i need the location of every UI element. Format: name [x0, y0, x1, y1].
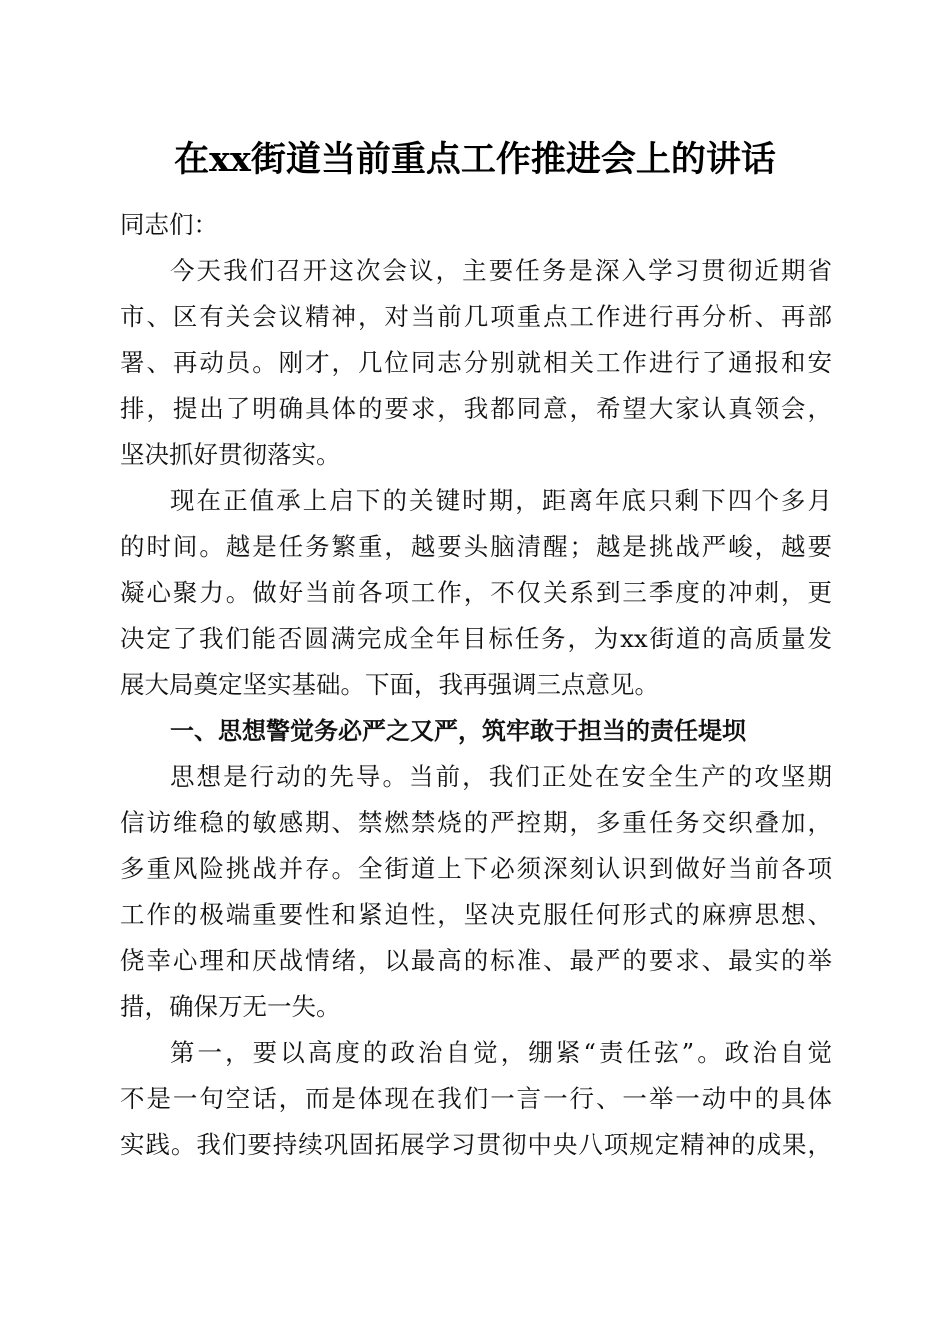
paragraph-2-line-3: 凝心聚力。做好当前各项工作，不仅关系到三季度的冲刺，更 [120, 578, 832, 607]
paragraph-3-line-1: 思想是行动的先导。当前，我们正处在安全生产的攻坚期 [170, 762, 832, 791]
paragraph-4-line-2: 不是一句空话，而是体现在我们一言一行、一举一动中的具体 [120, 1084, 832, 1113]
paragraph-4-line-3: 实践。我们要持续巩固拓展学习贯彻中央八项规定精神的成果， [120, 1130, 832, 1159]
paragraph-2-line-5: 展大局奠定坚实基础。下面，我再强调三点意见。 [120, 670, 659, 699]
paragraph-3-line-5: 侥幸心理和厌战情绪，以最高的标准、最严的要求、最实的举 [120, 946, 832, 975]
paragraph-1-line-2: 市、区有关会议精神，对当前几项重点工作进行再分析、再部 [120, 302, 832, 331]
paragraph-1-line-4: 排，提出了明确具体的要求，我都同意，希望大家认真领会， [120, 394, 832, 423]
document-body [120, 202, 832, 1168]
paragraph-4-line-1: 第一，要以高度的政治自觉，绷紧“责任弦”。政治自觉 [170, 1038, 832, 1067]
section-heading-1: 一、思想警觉务必严之又严，筑牢敢于担当的责任堤坝 [170, 717, 746, 745]
paragraph-2-line-2: 的时间。越是任务繁重，越要头脑清醒；越是挑战严峻，越要 [120, 532, 832, 561]
salutation: 同志们： [120, 210, 218, 239]
paragraph-3-line-2: 信访维稳的敏感期、禁燃禁烧的严控期，多重任务交织叠加， [120, 808, 832, 837]
paragraph-2-line-4: 决定了我们能否圆满完成全年目标任务，为xx街道的高质量发 [120, 624, 832, 653]
paragraph-3-line-4: 工作的极端重要性和紧迫性，坚决克服任何形式的麻痹思想、 [120, 900, 832, 929]
paragraph-2-line-1: 现在正值承上启下的关键时期，距离年底只剩下四个多月 [170, 486, 832, 515]
paragraph-1-line-3: 署、再动员。刚才，几位同志分别就相关工作进行了通报和安 [120, 348, 832, 377]
paragraph-1-line-1: 今天我们召开这次会议，主要任务是深入学习贯彻近期省 [170, 256, 832, 285]
paragraph-3-line-3: 多重风险挑战并存。全街道上下必须深刻认识到做好当前各项 [120, 854, 832, 883]
paragraph-1-line-5: 坚决抓好贯彻落实。 [120, 440, 341, 469]
paragraph-3-line-6: 措，确保万无一失。 [120, 992, 341, 1021]
document-title: 在xx街道当前重点工作推进会上的讲话 [174, 139, 776, 180]
